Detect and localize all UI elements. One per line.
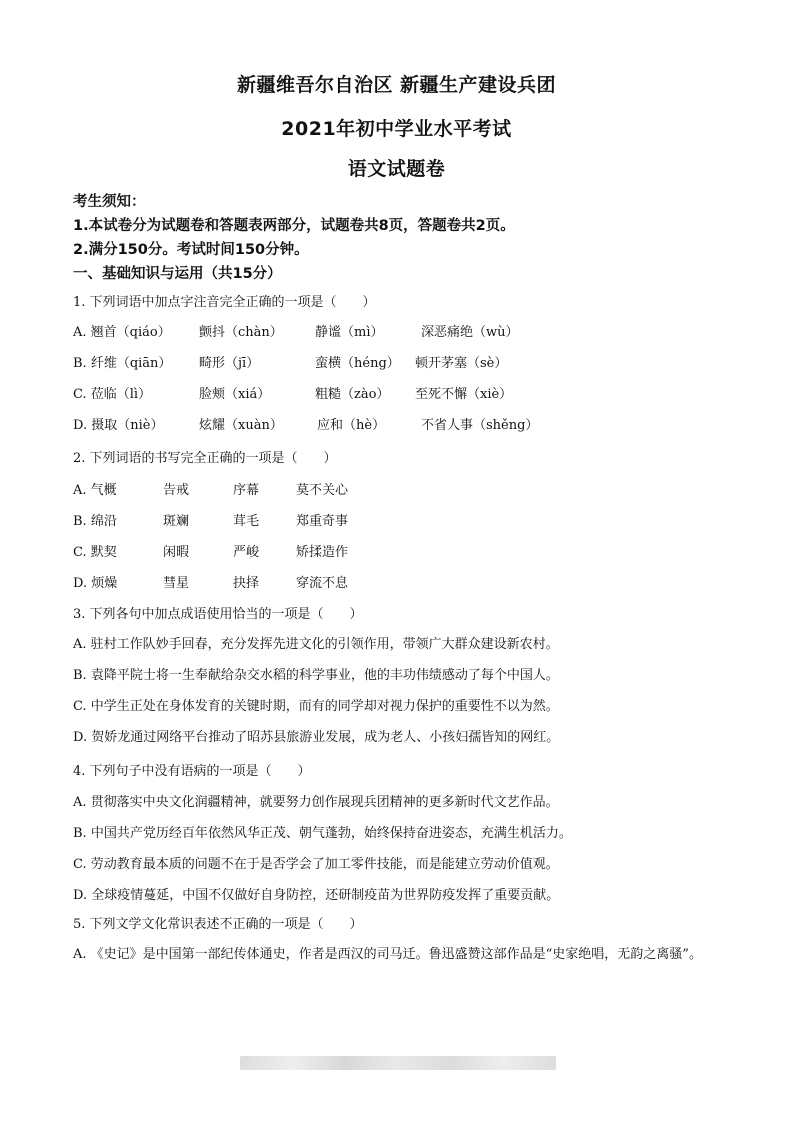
option-sentence: A. 驻村工作队妙手回春，充分发挥先进文化的引领作用，带领广大群众建设新农村。 bbox=[73, 637, 559, 652]
option-cell: 颤抖（chàn） bbox=[199, 325, 283, 340]
option-cell: 静谧（mì） bbox=[315, 325, 384, 340]
option-cell: A. 翘首（qiáo） bbox=[73, 325, 171, 340]
section-title: 一、基础知识与运用（共15分） bbox=[73, 266, 282, 282]
option-cell: 告戒 bbox=[163, 483, 190, 498]
option-paragraph: A. 《史记》是中国第一部纪传体通史，作者是西汉的司马迁。鲁迅盛赞这部作品是“史家绝唱，无韵之离骚”。 bbox=[73, 947, 702, 962]
option-cell: 矫揉造作 bbox=[296, 545, 349, 560]
region-title: 新疆维吾尔自治区 新疆生产建设兵团 bbox=[236, 74, 557, 96]
option-cell: 郑重奇事 bbox=[296, 514, 349, 529]
option-cell: D. 摄取（niè） bbox=[73, 418, 164, 433]
option-cell: 畸形（jī） bbox=[199, 356, 260, 371]
notice-heading: 考生须知： bbox=[73, 194, 146, 210]
blurred-footer bbox=[240, 1056, 556, 1070]
option-cell: 茸毛 bbox=[233, 514, 260, 529]
option-cell: 深恶痛绝（wù） bbox=[421, 325, 519, 340]
question-stem: 2. 下列词语的书写完全正确的一项是（ ） bbox=[73, 451, 337, 466]
option-cell: 脸颊（xiá） bbox=[199, 387, 271, 402]
notice-item-1: 1.本试卷分为试题卷和答题表两部分，试题卷共8页，答题卷共2页。 bbox=[73, 218, 515, 234]
option-cell: 穿流不息 bbox=[296, 576, 349, 591]
option-cell: D. 烦燥 bbox=[73, 576, 118, 591]
option-cell: A. 气概 bbox=[73, 483, 117, 498]
option-cell: 莫不关心 bbox=[296, 483, 349, 498]
option-sentence: A. 贯彻落实中央文化润疆精神，就要努力创作展现兵团精神的更多新时代文艺作品。 bbox=[73, 795, 559, 810]
option-cell: B. 纤维（qiān） bbox=[73, 356, 172, 371]
option-cell: B. 绵沿 bbox=[73, 514, 117, 529]
notice-item-2: 2.满分150分。考试时间150分钟。 bbox=[73, 242, 309, 258]
option-cell: 粗糙（zào） bbox=[315, 387, 390, 402]
option-cell: 不省人事（shěng） bbox=[421, 418, 539, 433]
option-sentence: D. 全球疫情蔓延，中国不仅做好自身防控，还研制疫苗为世界防疫发挥了重要贡献。 bbox=[73, 888, 560, 903]
option-cell: 应和（hè） bbox=[317, 418, 386, 433]
option-sentence: C. 劳动教育最本质的问题不在于是否学会了加工零件技能，而是能建立劳动价值观。 bbox=[73, 857, 559, 872]
option-cell: 严峻 bbox=[233, 545, 260, 560]
option-cell: 斑斓 bbox=[163, 514, 190, 529]
question-stem: 5. 下列文学文化常识表述不正确的一项是（ ） bbox=[73, 917, 363, 932]
option-cell: 蛮横（héng） bbox=[315, 356, 400, 371]
question-stem: 3. 下列各句中加点成语使用恰当的一项是（ ） bbox=[73, 607, 363, 622]
option-cell: 抉择 bbox=[233, 576, 260, 591]
option-cell: C. 莅临（lì） bbox=[73, 387, 152, 402]
option-sentence: D. 贺娇龙通过网络平台推动了昭苏县旅游业发展，成为老人、小孩妇孺皆知的网红。 bbox=[73, 730, 560, 745]
option-cell: 序幕 bbox=[233, 483, 260, 498]
option-cell: 彗星 bbox=[163, 576, 190, 591]
option-cell: 顿开茅塞（sè） bbox=[415, 356, 508, 371]
subject-title: 语文试题卷 bbox=[347, 158, 446, 180]
exam-title: 2021年初中学业水平考试 bbox=[281, 118, 512, 140]
option-cell: C. 默契 bbox=[73, 545, 117, 560]
option-cell: 至死不懈（xiè） bbox=[415, 387, 513, 402]
question-stem: 4. 下列句子中没有语病的一项是（ ） bbox=[73, 764, 311, 779]
option-cell: 炫耀（xuàn） bbox=[199, 418, 283, 433]
question-stem: 1. 下列词语中加点字注音完全正确的一项是（ ） bbox=[73, 295, 376, 310]
option-sentence: C. 中学生正处在身体发育的关键时期，而有的同学却对视力保护的重要性不以为然。 bbox=[73, 699, 559, 714]
option-cell: 闲暇 bbox=[163, 545, 190, 560]
option-sentence: B. 中国共产党历经百年依然风华正茂、朝气蓬勃，始终保持奋进姿态，充满生机活力。 bbox=[73, 826, 572, 841]
option-sentence: B. 袁降平院士将一生奉献给杂交水稻的科学事业，他的丰功伟绩感动了每个中国人。 bbox=[73, 668, 559, 683]
